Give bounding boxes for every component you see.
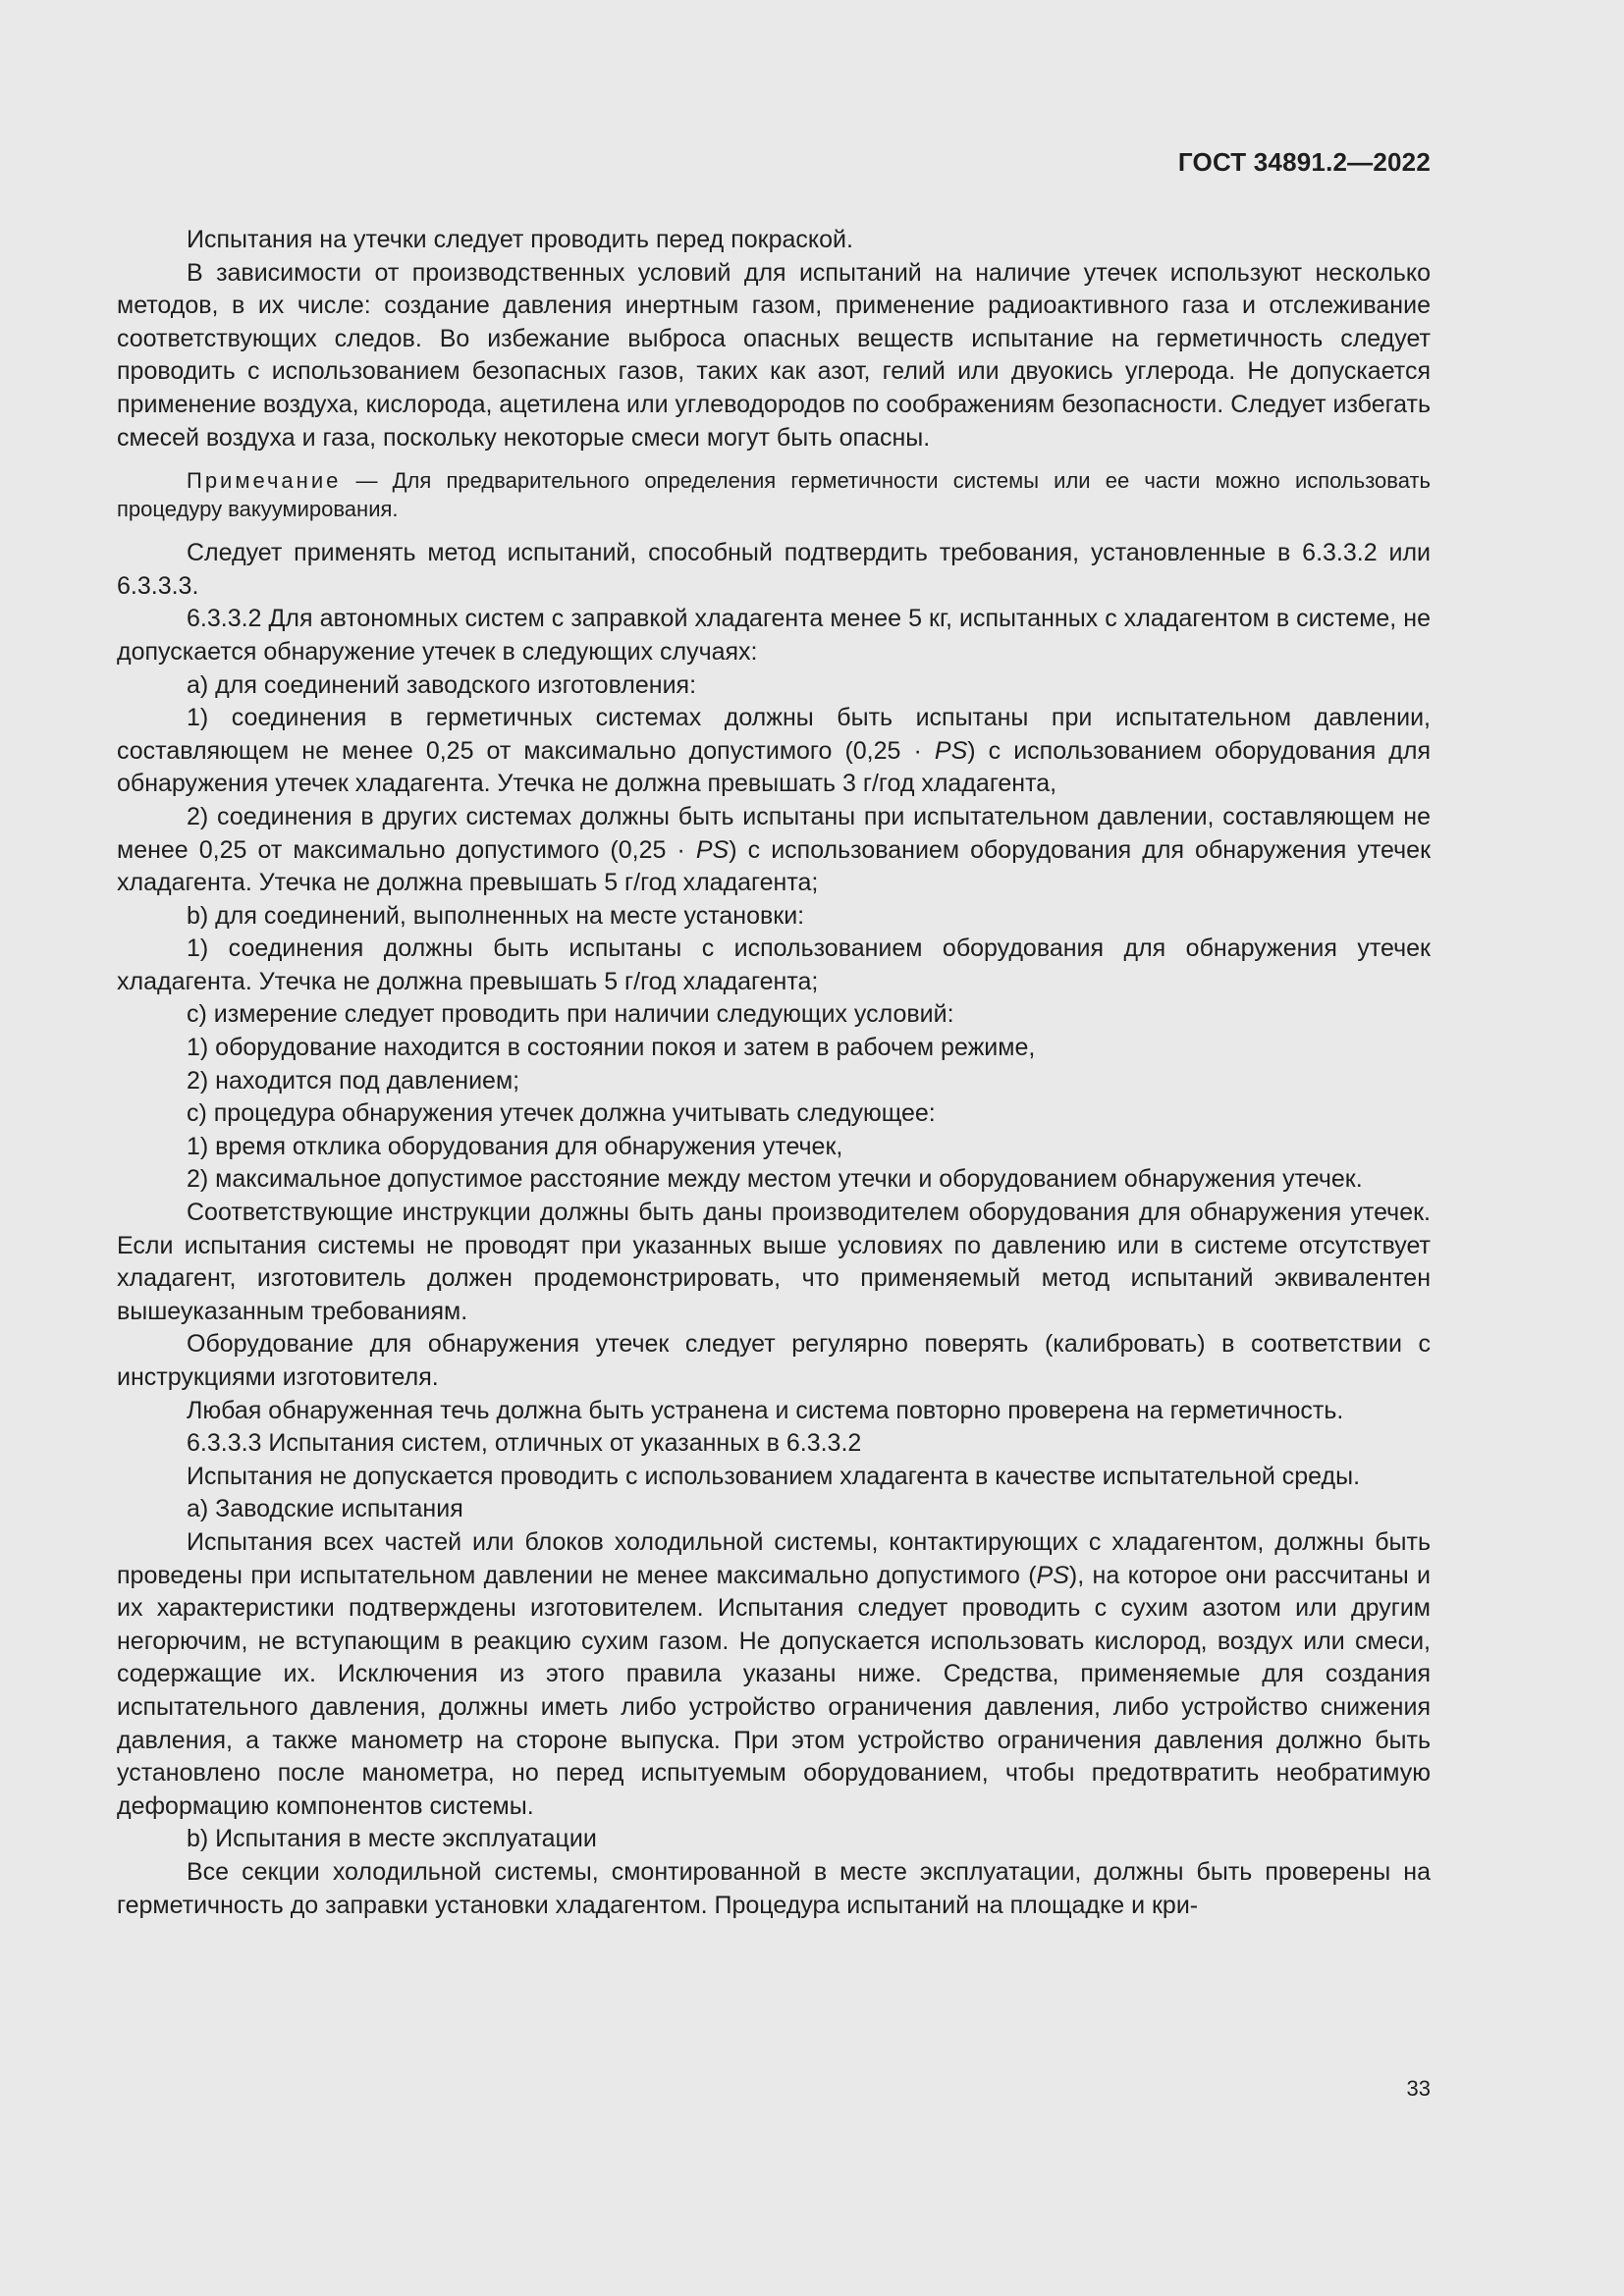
paragraph: Оборудование для обнаружения утечек следует регулярно поверять (калибровать) в соответствии с инструкциями изготовителя. <box>117 1330 1431 1391</box>
note-text: — Для предварительного определения герметичности системы или ее части можно использовать процедуру вакуумирования. <box>117 468 1431 522</box>
list-item: b) Испытания в месте эксплуатации <box>187 1825 597 1853</box>
paragraph: Испытания не допускается проводить с использованием хладагента в качестве испытательной среды. <box>187 1462 1361 1490</box>
list-item <box>117 801 1431 900</box>
ps-symbol: PS <box>934 736 968 765</box>
text-part: 2) соединения в других системах должны быть испытаны при испытательном давлении, составляющем не менее 0,25 от максимально допустимого (0,25 · <box>117 802 1431 864</box>
paragraph: Соответствующие инструкции должны быть даны производителем оборудования для обнаружения утечек. Если испытания системы не проводят при указанных выше условиях по давлению или в системе отсутствует хладагент, изготовитель должен продемонстрировать, что применяемый метод испытаний эквивалентен вышеуказанным требованиям. <box>117 1199 1431 1325</box>
note-label: Примечание <box>187 468 342 494</box>
list-item: 1) время отклика оборудования для обнаружения утечек, <box>187 1132 843 1160</box>
list-item <box>117 702 1431 801</box>
paragraph <box>117 1526 1431 1823</box>
text-part: ), на которое они рассчитаны и их характеристики подтверждены изготовителем. Испытания следует проводить с сухим азотом или другим негорючим, не вступающим в реакцию сухим газом. Не допускается использовать кислород, воздух или смеси, содержащие их. Исключения из этого правила указаны ниже. Средства, применяемые для создания испытательного давления, должны иметь либо устройство ограничения давления, либо устройство снижения давления, а также манометр на стороне выпуска. При этом устройство ограничения давления должно быть установлено после манометра, но перед испытуемым оборудованием, чтобы предотвратить необратимую деформацию компонентов системы. <box>117 1561 1431 1820</box>
list-item: a) Заводские испытания <box>187 1495 463 1523</box>
paragraph: Следует применять метод испытаний, способный подтвердить требования, установленные в 6.3.3.2 или 6.3.3.3. <box>117 539 1431 600</box>
clause-6-3-3-2: 6.3.3.2 Для автономных систем с заправкой хладагента менее 5 кг, испытанных с хладагентом в системе, не допускается обнаружение утечек в следующих случаях: <box>117 605 1431 666</box>
paragraph: В зависимости от производственных условий для испытаний на наличие утечек используют несколько методов, в их числе: создание давления инертным газом, применение радиоактивного газа и отслеживание соответствующих следов. Во избежание выброса опасных веществ испытание на герметичность следует проводить с использованием безопасных газов, таких как азот, гелий или двуокись углерода. Не допускается применение воздуха, кислорода, ацетилена или углеводородов по соображениям безопасности. Следует избегать смесей воздуха и газа, поскольку некоторые смеси могут быть опасны. <box>117 258 1431 452</box>
ps-symbol: PS <box>1036 1561 1069 1589</box>
note <box>117 466 1431 523</box>
text-part: ) с использованием оборудования для обнаружения утечек хладагента. Утечка не должна превышать 3 г/год хладагента, <box>117 736 1432 798</box>
paragraph: Любая обнаруженная течь должна быть устранена и система повторно проверена на герметичность. <box>187 1396 1344 1424</box>
standard-header: ГОСТ 34891.2—2022 <box>1177 147 1431 177</box>
paragraph: Все секции холодильной системы, смонтированной в месте эксплуатации, должны быть проверены на герметичность до заправки установки хладагентом. Процедура испытаний на площадке и кри- <box>117 1857 1431 1919</box>
text-part: 1) соединения в герметичных системах должны быть испытаны при испытательном давлении, составляющем не менее 0,25 от максимально допустимого (0,25 · <box>117 704 1431 765</box>
list-item: 2) находится под давлением; <box>187 1066 520 1095</box>
ps-symbol: PS <box>695 835 730 864</box>
document-body <box>117 224 1431 1922</box>
list-item: c) процедура обнаружения утечек должна учитывать следующее: <box>187 1099 936 1128</box>
list-item: 2) максимальное допустимое расстояние между местом утечки и оборудованием обнаружения утечек. <box>187 1165 1363 1194</box>
clause-6-3-3-3: 6.3.3.3 Испытания систем, отличных от указанных в 6.3.3.2 <box>187 1429 862 1458</box>
list-item: 1) соединения должны быть испытаны с использованием оборудования для обнаружения утечек хладагента. Утечка не должна превышать 5 г/год хладагента; <box>117 934 1431 995</box>
list-item: a) для соединений заводского изготовления: <box>187 670 697 699</box>
list-item: c) измерение следует проводить при наличии следующих условий: <box>187 1000 954 1029</box>
paragraph: Испытания на утечки следует проводить перед покраской. <box>187 226 853 253</box>
text-part: Испытания всех частей или блоков холодильной системы, контактирующих с хладагентом, должны быть проведены при испытательном давлении не менее максимально допустимого ( <box>117 1527 1431 1589</box>
text-part: ) с использованием оборудования для обнаружения утечек хладагента. Утечка не должна превышать 5 г/год хладагента; <box>117 835 1432 897</box>
list-item: 1) оборудование находится в состоянии покоя и затем в рабочем режиме, <box>187 1034 1036 1062</box>
list-item: b) для соединений, выполненных на месте установки: <box>187 901 805 930</box>
page-number: 33 <box>1406 2076 1431 2101</box>
